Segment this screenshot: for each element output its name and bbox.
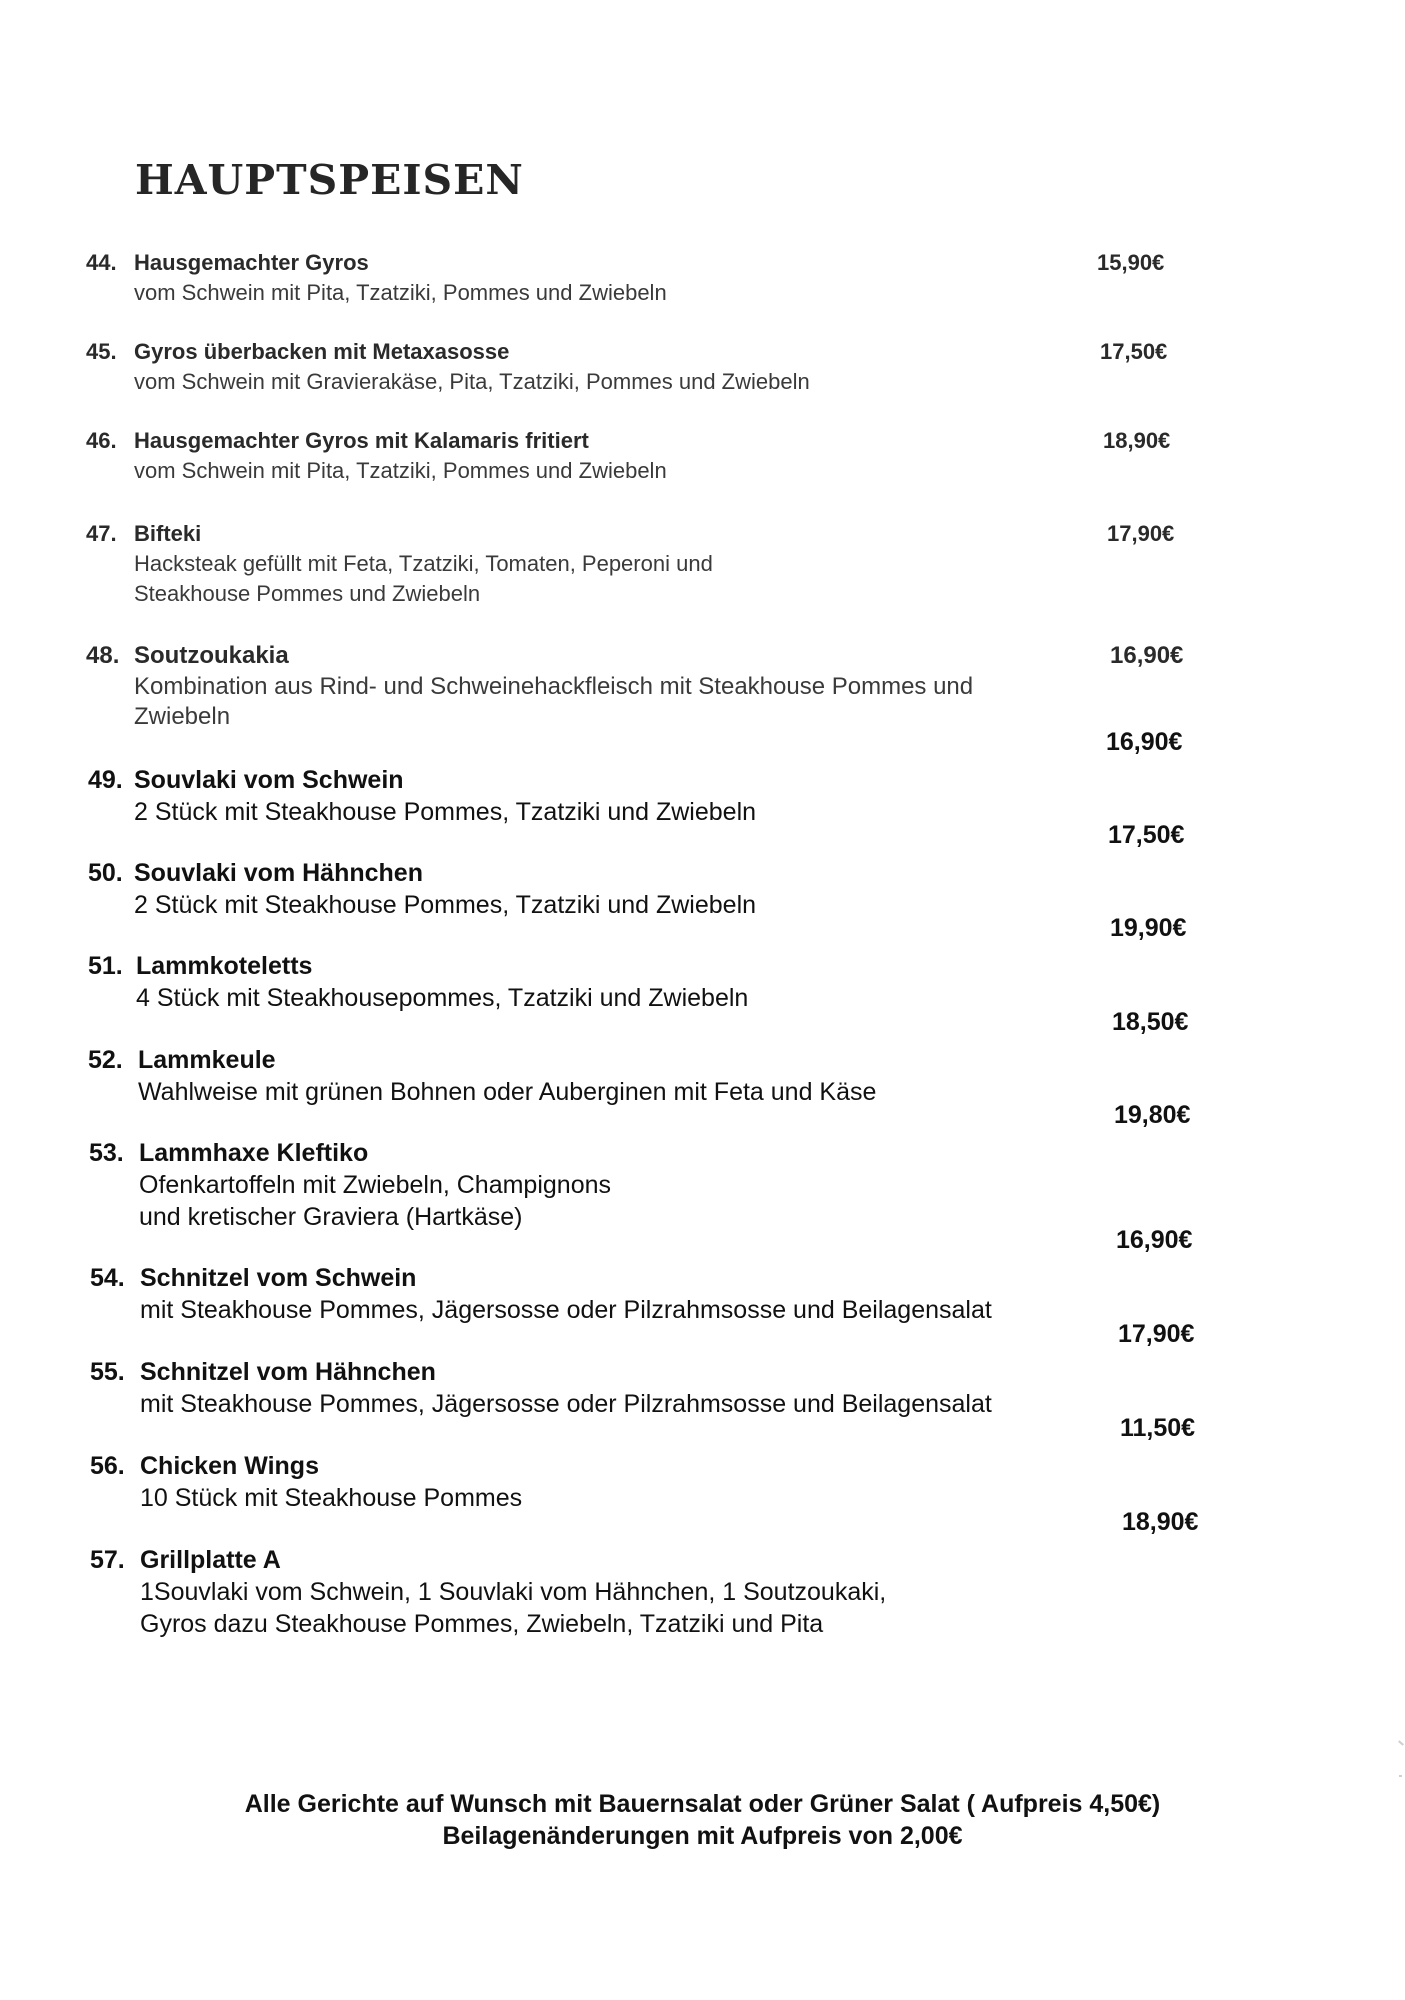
item-price: 15,90€: [1097, 250, 1165, 275]
item-name: Soutzoukakia: [134, 642, 289, 669]
side-change-note: Beilagenänderungen mit Aufpreis von 2,00€: [442, 1822, 963, 1850]
item-number: 53.: [89, 1139, 124, 1167]
side-salad-note: Alle Gerichte auf Wunsch mit Bauernsalat oder Grüner Salat ( Aufpreis 4,50€): [244, 1790, 1161, 1818]
item-price: 19,90€: [1110, 914, 1187, 942]
item-number: 50.: [88, 859, 123, 887]
item-number: 49.: [88, 766, 123, 794]
item-name: Souvlaki vom Schwein: [134, 766, 404, 794]
page-title: HAUPTSPEISEN: [135, 156, 524, 204]
item-price: 17,90€: [1107, 521, 1175, 546]
item-number: 44.: [86, 250, 117, 275]
item-name: Gyros überbacken mit Metaxasosse: [134, 339, 510, 364]
item-name: Bifteki: [134, 521, 202, 546]
item-description: vom Schwein mit Pita, Tzatziki, Pommes und Zwiebeln: [134, 458, 667, 483]
item-price: 11,50€: [1120, 1414, 1196, 1442]
item-price: 18,90€: [1122, 1508, 1199, 1536]
item-price: 17,90€: [1118, 1320, 1195, 1348]
item-description: vom Schwein mit Gravierakäse, Pita, Tzatziki, Pommes und Zwiebeln: [134, 369, 810, 394]
scan-artifact: [1399, 1775, 1402, 1777]
item-name: Schnitzel vom Hähnchen: [140, 1358, 436, 1386]
item-description: und kretischer Graviera (Hartkäse): [139, 1203, 523, 1231]
item-description: 4 Stück mit Steakhousepommes, Tzatziki und Zwiebeln: [136, 984, 749, 1012]
item-number: 52.: [88, 1046, 123, 1074]
item-number: 54.: [90, 1264, 125, 1292]
item-description: Steakhouse Pommes und Zwiebeln: [134, 581, 481, 606]
item-name: Hausgemachter Gyros mit Kalamaris fritiert: [134, 428, 589, 453]
item-description: mit Steakhouse Pommes, Jägersosse oder Pilzrahmsosse und Beilagensalat: [140, 1296, 992, 1324]
item-price: 16,90€: [1116, 1226, 1193, 1254]
item-number: 55.: [90, 1358, 125, 1386]
item-name: Souvlaki vom Hähnchen: [134, 859, 423, 887]
item-name: Hausgemachter Gyros: [134, 250, 369, 275]
item-description: 1Souvlaki vom Schwein, 1 Souvlaki vom Hähnchen, 1 Soutzoukaki,: [140, 1578, 887, 1606]
item-number: 47.: [86, 521, 117, 546]
item-name: Schnitzel vom Schwein: [140, 1264, 417, 1292]
item-description: Kombination aus Rind- und Schweinehackfleisch mit Steakhouse Pommes und: [134, 673, 974, 700]
item-price: 17,50€: [1108, 821, 1185, 849]
item-price: 16,90€: [1106, 728, 1183, 756]
item-description: Zwiebeln: [134, 703, 231, 730]
item-price: 19,80€: [1114, 1101, 1191, 1129]
item-description: Ofenkartoffeln mit Zwiebeln, Champignons: [139, 1171, 611, 1199]
item-name: Lammhaxe Kleftiko: [139, 1139, 369, 1167]
item-number: 46.: [86, 428, 117, 453]
item-price: 18,50€: [1112, 1008, 1189, 1036]
item-number: 56.: [90, 1452, 125, 1480]
item-description: Wahlweise mit grünen Bohnen oder Auberginen mit Feta und Käse: [138, 1078, 877, 1106]
item-price: 16,90€: [1110, 642, 1184, 669]
scan-artifact: [1398, 1740, 1404, 1745]
item-price: 18,90€: [1103, 428, 1171, 453]
item-name: Grillplatte A: [140, 1546, 281, 1574]
item-description: 2 Stück mit Steakhouse Pommes, Tzatziki und Zwiebeln: [134, 891, 757, 919]
item-description: mit Steakhouse Pommes, Jägersosse oder Pilzrahmsosse und Beilagensalat: [140, 1390, 992, 1418]
item-description: Gyros dazu Steakhouse Pommes, Zwiebeln, Tzatziki und Pita: [140, 1610, 824, 1638]
item-description: 10 Stück mit Steakhouse Pommes: [140, 1484, 523, 1512]
item-number: 45.: [86, 339, 117, 364]
item-number: 51.: [88, 952, 123, 980]
item-description: 2 Stück mit Steakhouse Pommes, Tzatziki und Zwiebeln: [134, 798, 757, 826]
item-name: Chicken Wings: [140, 1452, 319, 1480]
item-price: 17,50€: [1100, 339, 1168, 364]
menu-footer-note: [0, 1788, 1405, 1852]
item-description: vom Schwein mit Pita, Tzatziki, Pommes und Zwiebeln: [134, 280, 667, 305]
item-name: Lammkeule: [138, 1046, 276, 1074]
item-number: 57.: [90, 1546, 125, 1574]
item-description: Hacksteak gefüllt mit Feta, Tzatziki, Tomaten, Peperoni und: [134, 551, 713, 576]
item-number: 48.: [86, 642, 120, 669]
item-name: Lammkoteletts: [136, 952, 313, 980]
